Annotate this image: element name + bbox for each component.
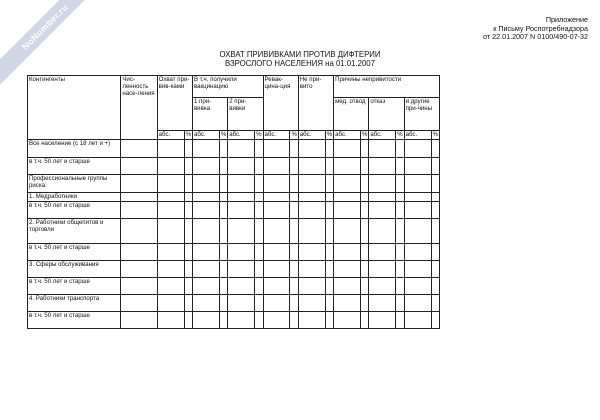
data-cell[interactable] (325, 193, 333, 202)
data-cell[interactable] (334, 261, 361, 278)
data-cell[interactable] (325, 261, 333, 278)
data-cell[interactable] (298, 158, 325, 175)
title-line: ВЗРОСЛОГО НАСЕЛЕНИЯ на 01.01.2007 (225, 59, 375, 68)
row-label: в т.ч. 50 лет и старше (28, 244, 121, 261)
data-cell[interactable] (396, 158, 404, 175)
data-cell[interactable] (431, 219, 439, 244)
data-cell[interactable] (263, 202, 290, 219)
data-cell[interactable] (184, 140, 192, 158)
data-cell[interactable] (290, 175, 298, 193)
data-cell[interactable] (228, 175, 255, 193)
data-cell[interactable] (396, 202, 404, 219)
data-cell[interactable] (184, 244, 192, 261)
data-cell[interactable] (192, 202, 219, 219)
data-cell[interactable] (396, 219, 404, 244)
data-cell[interactable] (192, 261, 219, 278)
data-cell[interactable] (255, 219, 263, 244)
data-cell[interactable] (219, 261, 227, 278)
table-row (28, 312, 440, 329)
data-cell[interactable] (361, 193, 369, 202)
data-cell[interactable] (121, 261, 157, 278)
data-cell[interactable] (431, 278, 439, 295)
data-cell[interactable] (192, 158, 219, 175)
data-cell[interactable] (298, 312, 325, 329)
data-cell[interactable] (228, 295, 255, 312)
data-cell[interactable] (369, 202, 396, 219)
header-contingents: Контингенты (28, 76, 121, 140)
appendix-line: к Письму Роспотребнадзора (493, 23, 588, 33)
data-cell[interactable] (404, 219, 431, 244)
row-label: Все население (с 18 лет и +) (28, 140, 121, 158)
data-cell[interactable] (184, 278, 192, 295)
data-cell[interactable] (396, 140, 404, 158)
data-cell[interactable] (219, 278, 227, 295)
data-cell[interactable] (404, 193, 431, 202)
subheader-abs: абс. (298, 131, 325, 140)
data-cell[interactable] (298, 193, 325, 202)
title-line: ОХВАТ ПРИВИВКАМИ ПРОТИВ ДИФТЕРИИ (219, 50, 381, 59)
data-cell[interactable] (255, 140, 263, 158)
data-cell[interactable] (228, 140, 255, 158)
data-cell[interactable] (361, 261, 369, 278)
data-cell[interactable] (157, 193, 184, 202)
data-cell[interactable] (431, 261, 439, 278)
row-label: 4. Работники транспорта (28, 295, 121, 312)
data-cell[interactable] (404, 312, 431, 329)
data-cell[interactable] (298, 261, 325, 278)
subheader-abs: абс. (192, 131, 219, 140)
data-cell[interactable] (157, 261, 184, 278)
data-cell[interactable] (361, 278, 369, 295)
data-cell[interactable] (404, 202, 431, 219)
data-cell[interactable] (255, 278, 263, 295)
data-cell[interactable] (121, 202, 157, 219)
data-cell[interactable] (298, 278, 325, 295)
data-cell[interactable] (290, 312, 298, 329)
data-cell[interactable] (396, 261, 404, 278)
header-incl-vaccinated: В т.ч. получили вакцинацию (192, 76, 263, 98)
data-cell[interactable] (361, 312, 369, 329)
data-cell[interactable] (184, 295, 192, 312)
data-cell[interactable] (334, 140, 361, 158)
data-cell[interactable] (192, 193, 219, 202)
data-cell[interactable] (290, 193, 298, 202)
data-cell[interactable] (228, 202, 255, 219)
data-cell[interactable] (334, 158, 361, 175)
data-cell[interactable] (184, 158, 192, 175)
data-cell[interactable] (121, 175, 157, 193)
header-coverage: Охват при-вив-ками (157, 76, 192, 131)
data-cell[interactable] (157, 219, 184, 244)
appendix-note (483, 16, 588, 42)
data-cell[interactable] (404, 244, 431, 261)
data-cell[interactable] (404, 175, 431, 193)
data-cell[interactable] (404, 261, 431, 278)
data-cell[interactable] (369, 193, 396, 202)
data-cell[interactable] (157, 244, 184, 261)
data-cell[interactable] (369, 278, 396, 295)
data-cell[interactable] (369, 312, 396, 329)
table-row (28, 219, 440, 244)
appendix-line: от 22.01.2007 N 0100/490-07-32 (482, 32, 588, 42)
data-cell[interactable] (361, 158, 369, 175)
data-cell[interactable] (334, 202, 361, 219)
data-cell[interactable] (228, 312, 255, 329)
row-label: в т.ч. 50 лет и старше (28, 158, 121, 175)
row-label: 2. Работники общепитов и торговли (28, 219, 121, 244)
table-row (28, 158, 440, 175)
header-other-reasons: и другие при-чины (404, 98, 439, 131)
data-cell[interactable] (369, 219, 396, 244)
data-cell[interactable] (290, 158, 298, 175)
data-cell[interactable] (334, 193, 361, 202)
data-cell[interactable] (184, 261, 192, 278)
data-cell[interactable] (290, 202, 298, 219)
data-cell[interactable] (361, 244, 369, 261)
data-cell[interactable] (298, 140, 325, 158)
row-label: в т.ч. 50 лет и старше (28, 278, 121, 295)
data-cell[interactable] (325, 219, 333, 244)
subheader-percent: % (220, 131, 227, 138)
data-cell[interactable] (325, 312, 333, 329)
subheader-abs: абс. (404, 131, 431, 140)
data-cell[interactable] (255, 244, 263, 261)
subheader-abs: абс. (228, 131, 255, 140)
data-cell[interactable] (121, 219, 157, 244)
data-cell[interactable] (255, 312, 263, 329)
data-cell[interactable] (404, 295, 431, 312)
data-cell[interactable] (157, 158, 184, 175)
data-cell[interactable] (255, 193, 263, 202)
data-cell[interactable] (219, 158, 227, 175)
data-cell[interactable] (431, 202, 439, 219)
document-title (0, 50, 600, 68)
data-cell[interactable] (396, 175, 404, 193)
data-cell[interactable] (219, 312, 227, 329)
data-cell[interactable] (228, 244, 255, 261)
data-cell[interactable] (325, 175, 333, 193)
data-cell[interactable] (334, 312, 361, 329)
data-cell[interactable] (255, 158, 263, 175)
data-cell[interactable] (121, 140, 157, 158)
data-cell[interactable] (290, 261, 298, 278)
data-cell[interactable] (121, 193, 157, 202)
data-cell[interactable] (396, 295, 404, 312)
data-cell[interactable] (369, 158, 396, 175)
data-cell[interactable] (184, 193, 192, 202)
data-cell[interactable] (219, 295, 227, 312)
data-cell[interactable] (263, 175, 290, 193)
data-cell[interactable] (157, 140, 184, 158)
header-population: Чис-ленность насе-ления (121, 76, 157, 140)
data-cell[interactable] (404, 158, 431, 175)
row-label: 3. Сферы обслуживания (28, 261, 121, 278)
subheader-abs: абс. (157, 131, 184, 140)
data-cell[interactable] (431, 244, 439, 261)
table-row (28, 244, 440, 261)
data-cell[interactable] (334, 175, 361, 193)
data-cell[interactable] (334, 295, 361, 312)
data-cell[interactable] (298, 295, 325, 312)
data-cell[interactable] (157, 278, 184, 295)
data-cell[interactable] (192, 244, 219, 261)
data-cell[interactable] (334, 244, 361, 261)
coverage-table (27, 75, 440, 329)
data-cell[interactable] (263, 295, 290, 312)
data-cell[interactable] (192, 278, 219, 295)
data-cell[interactable] (290, 295, 298, 312)
header-second-vaccination: 2 при-вивки (228, 98, 263, 131)
data-cell[interactable] (121, 158, 157, 175)
data-cell[interactable] (290, 244, 298, 261)
subheader-abs: абс. (263, 131, 290, 140)
row-label: 1. Медработники (28, 193, 121, 202)
data-cell[interactable] (396, 312, 404, 329)
watermark-ribbon: NoNumber.ru (0, 0, 104, 86)
data-cell[interactable] (219, 175, 227, 193)
data-cell[interactable] (219, 219, 227, 244)
data-cell[interactable] (255, 261, 263, 278)
subheader-percent: % (291, 131, 297, 138)
data-cell[interactable] (325, 244, 333, 261)
table-row (28, 175, 440, 193)
data-cell[interactable] (184, 202, 192, 219)
table-row (28, 193, 440, 202)
data-cell[interactable] (263, 244, 290, 261)
data-cell[interactable] (184, 312, 192, 329)
header-refusal: отказ (369, 98, 404, 131)
data-cell[interactable] (325, 140, 333, 158)
table-row (28, 202, 440, 219)
table-row (28, 278, 440, 295)
data-cell[interactable] (263, 219, 290, 244)
data-cell[interactable] (192, 219, 219, 244)
data-cell[interactable] (361, 219, 369, 244)
data-cell[interactable] (431, 140, 439, 158)
data-cell[interactable] (334, 219, 361, 244)
data-cell[interactable] (157, 312, 184, 329)
header-not-vaccinated: Не при-вито (298, 76, 333, 131)
data-cell[interactable] (369, 140, 396, 158)
row-label: в т.ч. 50 лет и старше (28, 202, 121, 219)
data-cell[interactable] (192, 312, 219, 329)
appendix-line: Приложение (545, 15, 588, 24)
data-cell[interactable] (255, 175, 263, 193)
data-cell[interactable] (228, 158, 255, 175)
data-cell[interactable] (263, 193, 290, 202)
data-cell[interactable] (121, 278, 157, 295)
data-cell[interactable] (298, 219, 325, 244)
table-row (28, 295, 440, 312)
data-cell[interactable] (404, 278, 431, 295)
data-cell[interactable] (255, 295, 263, 312)
data-cell[interactable] (263, 278, 290, 295)
data-cell[interactable] (255, 202, 263, 219)
data-cell[interactable] (431, 175, 439, 193)
data-cell[interactable] (157, 175, 184, 193)
data-cell[interactable] (263, 261, 290, 278)
data-cell[interactable] (290, 140, 298, 158)
data-cell[interactable] (192, 175, 219, 193)
header-med-exemption: мед. отвод (334, 98, 369, 131)
data-cell[interactable] (219, 202, 227, 219)
data-cell[interactable] (298, 244, 325, 261)
data-cell[interactable] (396, 193, 404, 202)
data-cell[interactable] (361, 202, 369, 219)
data-cell[interactable] (361, 295, 369, 312)
subheader-percent: % (185, 131, 192, 138)
subheader-percent: % (362, 131, 368, 138)
data-cell[interactable] (325, 278, 333, 295)
subheader-percent: % (397, 131, 403, 138)
data-cell[interactable] (369, 295, 396, 312)
data-cell[interactable] (298, 175, 325, 193)
subheader-percent: % (326, 131, 333, 138)
data-cell[interactable] (298, 202, 325, 219)
data-cell[interactable] (334, 278, 361, 295)
data-cell[interactable] (184, 219, 192, 244)
data-cell[interactable] (157, 295, 184, 312)
data-cell[interactable] (228, 261, 255, 278)
data-cell[interactable] (431, 295, 439, 312)
header-reasons: Причины непривитости (334, 76, 440, 98)
data-cell[interactable] (290, 278, 298, 295)
data-cell[interactable] (361, 175, 369, 193)
row-label: Профессиональные группы риска: (28, 175, 121, 193)
data-cell[interactable] (157, 202, 184, 219)
subheader-percent: % (432, 131, 438, 138)
row-label: в т.ч. 50 лет и старше (28, 312, 121, 329)
data-cell[interactable] (396, 244, 404, 261)
data-cell[interactable] (369, 261, 396, 278)
data-cell[interactable] (121, 295, 157, 312)
data-cell[interactable] (192, 140, 219, 158)
data-cell[interactable] (325, 202, 333, 219)
table-row (28, 140, 440, 158)
data-cell[interactable] (263, 312, 290, 329)
data-cell[interactable] (396, 278, 404, 295)
data-cell[interactable] (369, 244, 396, 261)
data-cell[interactable] (228, 278, 255, 295)
data-cell[interactable] (325, 158, 333, 175)
data-cell[interactable] (431, 312, 439, 329)
data-cell[interactable] (263, 140, 290, 158)
data-cell[interactable] (121, 244, 157, 261)
data-cell[interactable] (325, 295, 333, 312)
header-revaccination: Ревак-цина-ция (263, 76, 298, 131)
table-row (28, 261, 440, 278)
data-cell[interactable] (121, 312, 157, 329)
data-cell[interactable] (361, 140, 369, 158)
data-cell[interactable] (431, 193, 439, 202)
data-cell[interactable] (228, 193, 255, 202)
subheader-abs: абс. (334, 131, 361, 140)
data-cell[interactable] (219, 140, 227, 158)
data-cell[interactable] (219, 193, 227, 202)
data-cell[interactable] (219, 244, 227, 261)
data-cell[interactable] (184, 175, 192, 193)
data-cell[interactable] (431, 158, 439, 175)
data-cell[interactable] (192, 295, 219, 312)
data-cell[interactable] (263, 158, 290, 175)
data-cell[interactable] (290, 219, 298, 244)
subheader-percent: % (256, 131, 262, 138)
header-first-vaccination: 1 при-вивка (192, 98, 227, 131)
data-cell[interactable] (404, 140, 431, 158)
subheader-abs: абс. (369, 131, 396, 140)
data-cell[interactable] (228, 219, 255, 244)
data-cell[interactable] (369, 175, 396, 193)
